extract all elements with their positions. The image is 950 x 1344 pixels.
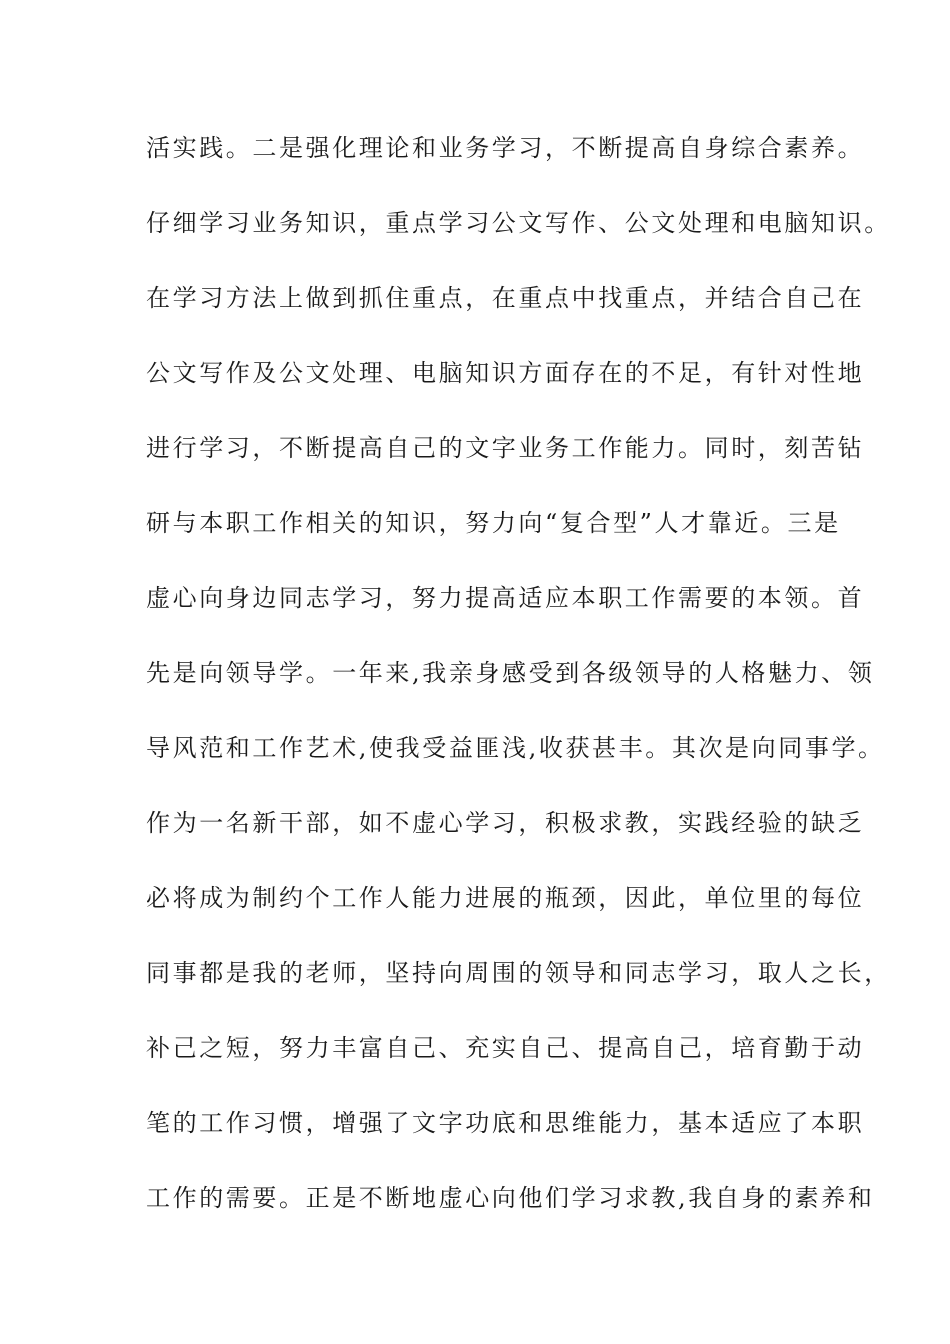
text-line-2: 仔细学习业务知识，重点学习公文写作、公文处理和电脑知识。: [146, 209, 891, 237]
text-line-6: 研与本职工作相关的知识，努力向“复合型”人才靠近。三是: [146, 509, 841, 537]
text-line-1: 活实践。二是强化理论和业务学习，不断提高自身综合素养。: [146, 134, 865, 162]
text-line-8: 先是向领导学。一年来,我亲身感受到各级领导的人格魅力、领: [146, 659, 875, 687]
text-line-15: 工作的需要。正是不断地虚心向他们学习求教,我自身的素养和: [146, 1184, 875, 1212]
text-line-11: 必将成为制约个工作人能力进展的瓶颈，因此，单位里的每位: [146, 884, 865, 912]
text-line-7: 虚心向身边同志学习，努力提高适应本职工作需要的本领。首: [146, 584, 865, 612]
text-line-14: 笔的工作习惯，增强了文字功底和思维能力，基本适应了本职: [146, 1109, 865, 1137]
text-line-5: 进行学习，不断提高自己的文字业务工作能力。同时，刻苦钻: [146, 434, 865, 462]
text-line-12: 同事都是我的老师，坚持向周围的领导和同志学习，取人之长，: [146, 959, 891, 987]
text-line-4: 公文写作及公文处理、电脑知识方面存在的不足，有针对性地: [146, 359, 865, 387]
body-text: [146, 128, 891, 1253]
text-line-3: 在学习方法上做到抓住重点，在重点中找重点，并结合自己在: [146, 284, 865, 312]
text-line-9: 导风范和工作艺术,使我受益匪浅,收获甚丰。其次是向同事学。: [146, 734, 885, 762]
text-line-13: 补己之短，努力丰富自己、充实自己、提高自己，培育勤于动: [146, 1034, 865, 1062]
text-line-10: 作为一名新干部，如不虚心学习，积极求教，实践经验的缺乏: [146, 809, 865, 837]
